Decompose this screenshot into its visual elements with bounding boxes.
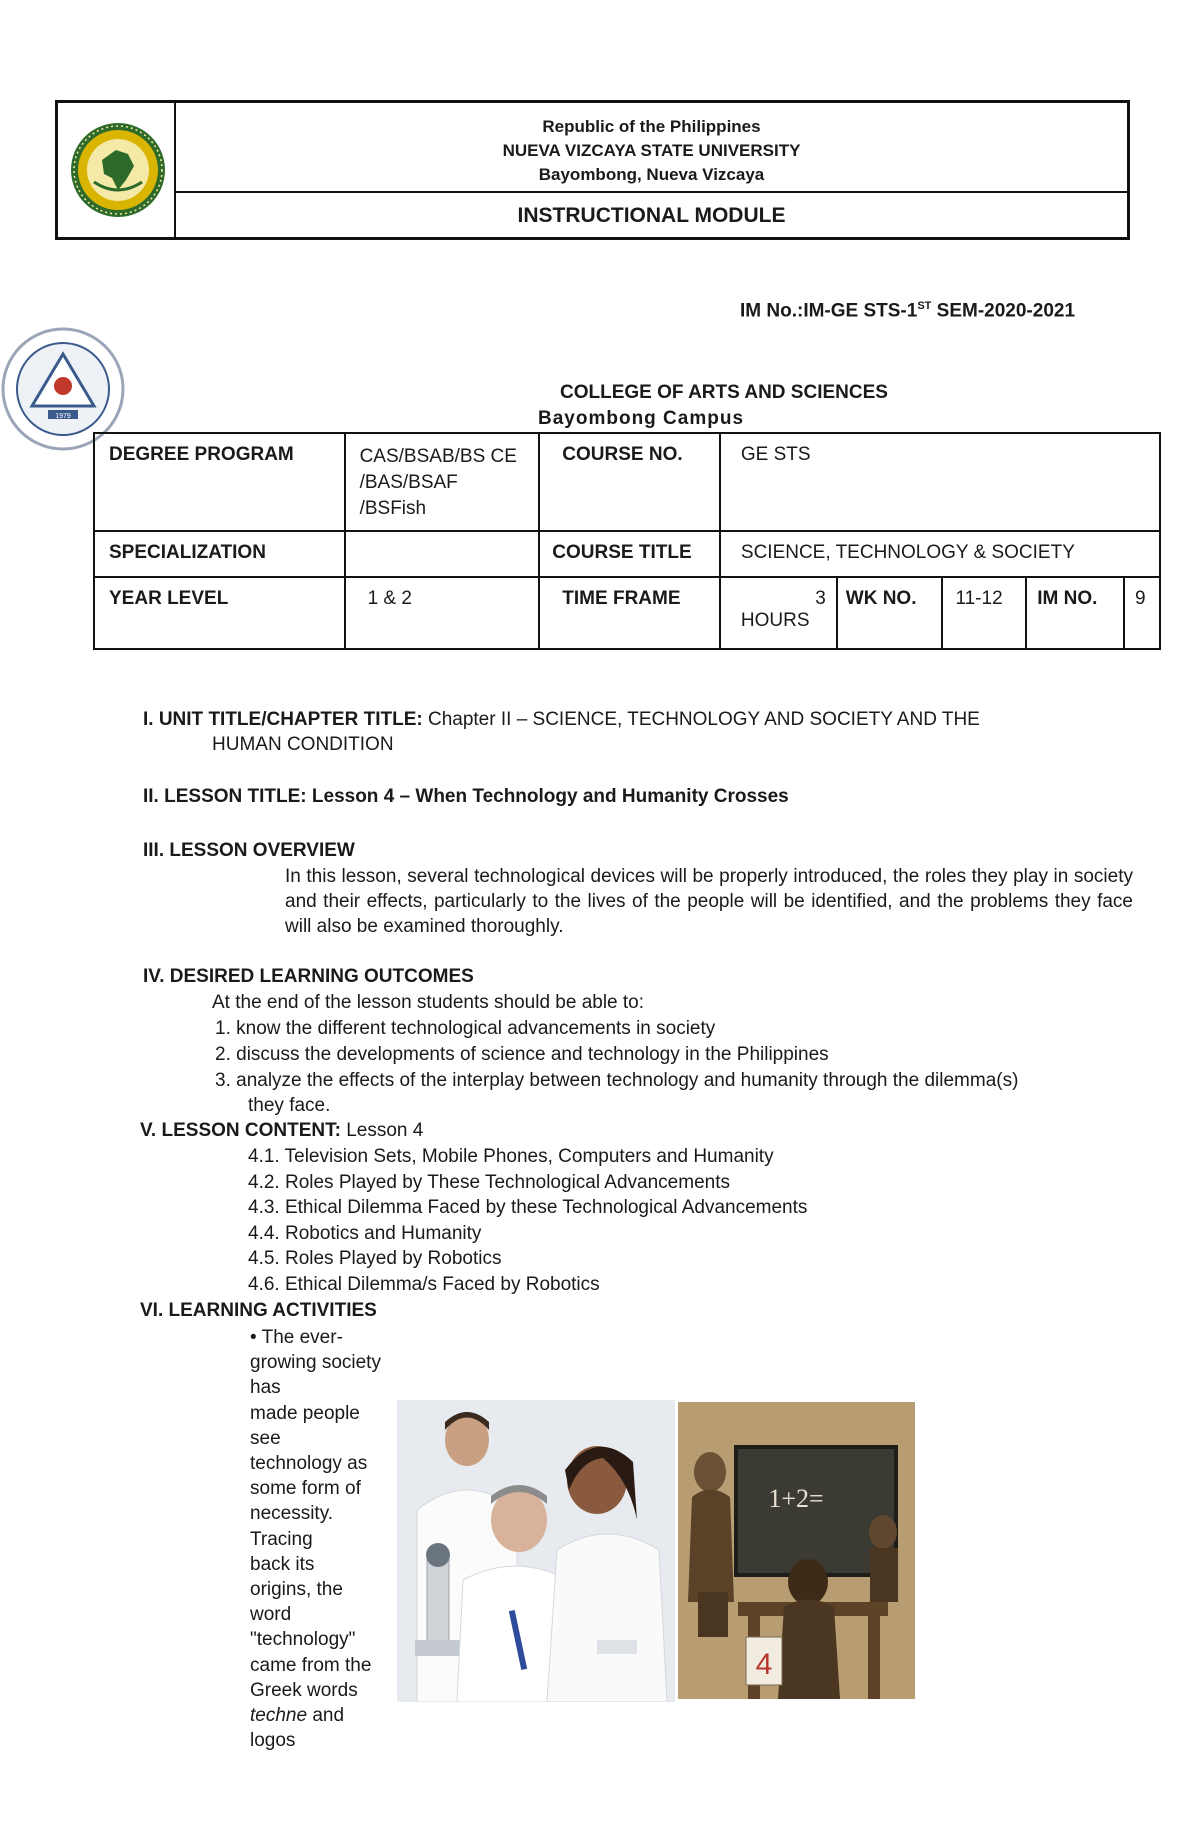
course-info-table [93, 432, 1161, 650]
activity-line: has [250, 1377, 281, 1399]
paper-number: 4 [755, 1648, 773, 1681]
learning-activity-text [250, 1325, 381, 1753]
university-location: Bayombong, Nueva Vizcaya [538, 165, 765, 184]
specialization-value [345, 531, 540, 577]
course-title-label: COURSE TITLE [539, 531, 720, 577]
college-campus: Bayombong Campus [538, 408, 745, 429]
activity-line: technology as [250, 1453, 368, 1475]
content-item: 4.5. Roles Played by Robotics [248, 1248, 502, 1270]
lesson-content-label: V. LESSON CONTENT: [140, 1120, 341, 1141]
outcomes-heading: IV. DESIRED LEARNING OUTCOMES [143, 966, 474, 987]
cas-seal-year: 1979 [55, 413, 71, 420]
overview-heading: III. LESSON OVERVIEW [143, 840, 355, 861]
activity-line: • The ever- [250, 1327, 343, 1348]
activity-and: and [307, 1705, 345, 1727]
outcome-item-3: 3. analyze the effects of the interplay between technology and humanity through the dilemma(s) [215, 1070, 1019, 1091]
lesson-title: II. LESSON TITLE: Lesson 4 – When Technology and Humanity Crosses [143, 786, 789, 807]
unit-title-section [143, 707, 1143, 757]
time-frame-value [720, 577, 837, 649]
outcome-item-1: 1. know the different technological advancements in society [215, 1018, 716, 1039]
im-number-suffix: SEM-2020-2021 [931, 300, 1076, 322]
nvsu-logo-cell [58, 103, 176, 237]
wk-no-label: WK NO. [837, 577, 943, 649]
unit-title-line2: HUMAN CONDITION [212, 734, 394, 755]
activity-line: necessity. [250, 1503, 334, 1525]
content-item: 4.3. Ethical Dilemma Faced by these Technological Advancements [248, 1197, 808, 1219]
im-no-value: 9 [1124, 577, 1160, 649]
degree-program-label: DEGREE PROGRAM [94, 433, 345, 531]
course-no-label: COURSE NO. [539, 433, 720, 531]
activity-line: back its [250, 1553, 315, 1575]
im-number [740, 300, 1075, 322]
learning-activities-heading: VI. LEARNING ACTIVITIES [140, 1300, 377, 1321]
year-level-value: 1 & 2 [345, 577, 540, 649]
activity-line: Tracing [250, 1528, 313, 1550]
content-item: 4.4. Robotics and Humanity [248, 1222, 482, 1244]
university-info [176, 103, 1127, 193]
outcome-item-3-cont: they face. [248, 1095, 331, 1116]
activity-line: growing society [250, 1352, 381, 1374]
im-number-sup: ST [917, 300, 932, 312]
activity-logos: logos [250, 1730, 296, 1752]
content-item: 4.6. Ethical Dilemma/s Faced by Robotics [248, 1273, 600, 1295]
time-frame-unit: HOURS [740, 610, 810, 631]
im-number-prefix: IM No.:IM-GE STS-1 [740, 300, 918, 322]
unit-title-label: I. UNIT TITLE/CHAPTER TITLE: [143, 709, 423, 730]
document-header [55, 100, 1130, 240]
time-frame-label: TIME FRAME [539, 577, 720, 649]
university-name: NUEVA VIZCAYA STATE UNIVERSITY [502, 141, 801, 160]
degree-program-value: CAS/BSAB/BS CE /BAS/BSAF /BSFish [345, 433, 540, 531]
chalkboard-text: 1+2= [768, 1484, 824, 1513]
course-title-value: SCIENCE, TECHNOLOGY & SOCIETY [720, 531, 1160, 577]
scientists-photo [397, 1400, 675, 1702]
overview-text: In this lesson, several technological devices will be properly introduced, the roles they play in society and their effects, particularly to the lives of the people will be identified, and the problems they face will also be examined thoroughly. [285, 866, 1133, 937]
unit-title-line1 [143, 707, 1143, 732]
nvsu-seal-logo [68, 120, 168, 220]
activity-line: some form of [250, 1478, 361, 1500]
lesson-content-heading [140, 1118, 423, 1143]
activity-line: origins, the [250, 1579, 343, 1601]
outcome-item-2: 2. discuss the developments of science and technology in the Philippines [215, 1044, 829, 1065]
classroom-photo [678, 1402, 915, 1699]
content-item: 4.1. Television Sets, Mobile Phones, Computers and Humanity [248, 1146, 774, 1167]
lesson-content-list [248, 1144, 807, 1298]
activity-line: made people [250, 1402, 360, 1424]
unit-title-value: Chapter II – SCIENCE, TECHNOLOGY AND SOCIETY AND THE [422, 709, 980, 730]
outcomes-intro: At the end of the lesson students should be able to: [212, 992, 645, 1013]
activity-line: Greek words [250, 1679, 358, 1701]
year-level-label: YEAR LEVEL [94, 577, 345, 649]
wk-no-value: 11-12 [942, 577, 1026, 649]
im-no-label: IM NO. [1026, 577, 1124, 649]
lesson-content-value: Lesson 4 [340, 1120, 424, 1141]
republic-line: Republic of the Philippines [542, 117, 761, 136]
specialization-label: SPECIALIZATION [94, 531, 345, 577]
activity-line: see [250, 1427, 281, 1449]
activity-line: word [250, 1604, 292, 1626]
activity-line-techne [250, 1703, 381, 1728]
time-frame-number: 3 [815, 588, 826, 609]
activity-line: "technology" [250, 1629, 356, 1651]
activity-techne: techne [250, 1705, 308, 1727]
content-item: 4.2. Roles Played by These Technological Advancements [248, 1171, 730, 1193]
college-name: COLLEGE OF ARTS AND SCIENCES [560, 382, 888, 403]
course-no-value: GE STS [720, 433, 1160, 531]
module-title: INSTRUCTIONAL MODULE [517, 204, 786, 227]
activity-line: came from the [250, 1654, 372, 1676]
